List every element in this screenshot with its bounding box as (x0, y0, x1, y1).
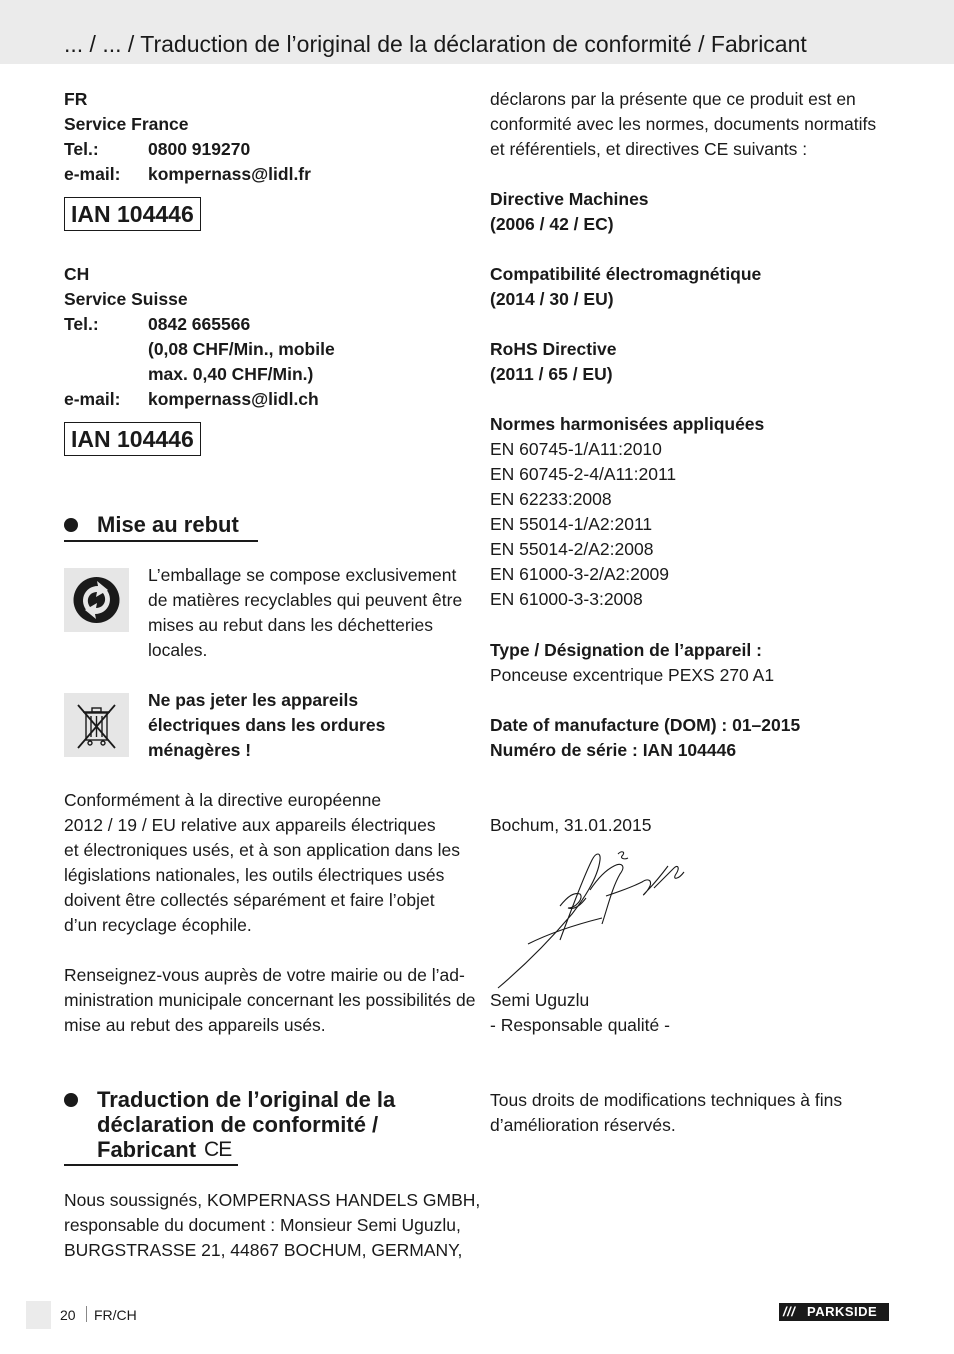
email-label: e-mail: (64, 164, 121, 184)
email-row (64, 162, 311, 187)
norm-item: EN 55014-1/A2:2011 (490, 514, 653, 534)
tel-value: 0800 919270 (148, 139, 251, 159)
service-france-block (64, 87, 311, 187)
heading-underline (64, 540, 258, 542)
bullet-icon (64, 1093, 78, 1107)
device-type (490, 638, 774, 688)
type-heading: Type / Désignation de l’appareil : (490, 640, 762, 660)
disposal-paragraph-2: Renseignez-vous auprès de votre mairie ou de l’ad- ministration municipale concernant les possibilités de mise au rebut des appareils usés. (64, 965, 476, 1035)
section-heading-disposal: Mise au rebut (64, 512, 264, 542)
tel-note: (0,08 CHF/Min., mobile (148, 339, 335, 359)
crossed-bin-icon (64, 693, 129, 757)
harmonised-norms (490, 412, 764, 612)
footer-tab (26, 1301, 51, 1329)
service-name: Service Suisse (64, 289, 188, 309)
country-code: FR (64, 89, 88, 109)
language-code: FR/CH (94, 1307, 137, 1323)
signer (490, 988, 670, 1038)
type-value: Ponceuse excentrique PEXS 270 A1 (490, 665, 775, 685)
green-dot-recycle-icon (64, 568, 129, 632)
country-code: CH (64, 264, 90, 284)
page-title: ... / ... / Traduction de l’original de la déclaration de conformité / Fabricant (64, 31, 807, 57)
norms-heading: Normes harmonisées appliquées (490, 414, 765, 434)
declaration-intro: Nous soussignés, KOMPERNASS HANDELS GMBH, responsable du document : Monsieur Semi Uguzlu, BURGSTRASSE 21, 44867 BOCHUM, GERMANY, (64, 1190, 481, 1260)
tel-note-row (64, 337, 335, 362)
packaging-text: L’emballage se compose exclusivement de matières recyclables qui peuvent être mises au rebut dans les déchetteries locales. (148, 565, 463, 660)
ian-box-ch: IAN 104446 (64, 422, 201, 456)
norm-item: EN 60745-2-4/A11:2011 (490, 464, 677, 484)
directive-rohs: RoHS Directive (2011 / 65 / EU) (490, 339, 617, 384)
service-suisse-block (64, 262, 335, 412)
directive-machines: Directive Machines (2006 / 42 / EC) (490, 189, 649, 234)
ian-box-fr: IAN 104446 (64, 197, 201, 231)
email-link[interactable]: kompernass@lidl.fr (148, 164, 311, 184)
serial-number: Numéro de série : IAN 104446 (490, 740, 737, 760)
ce-mark-icon: CE (204, 1138, 232, 1161)
email-row (64, 387, 335, 412)
place-date: Bochum, 31.01.2015 (490, 815, 652, 835)
bullet-icon (64, 518, 78, 532)
disposal-paragraph-1: Conformément à la directive européenne 2012 / 19 / EU relative aux appareils électriques et électroniques usés, et à son application dans les législations nationales, les outils électriques usés doivent être collectés séparément et faire l’objet d’un recyclage écophile. (64, 790, 460, 935)
date-of-manufacture: Date of manufacture (DOM) : 01–2015 (490, 715, 801, 735)
norm-item: EN 61000-3-2/A2:2009 (490, 564, 670, 584)
norm-item: EN 61000-3-3:2008 (490, 589, 643, 609)
tel-row (64, 137, 311, 162)
norm-item: EN 60745-1/A11:2010 (490, 439, 662, 459)
page-number: 20 (60, 1307, 76, 1323)
tel-note: max. 0,40 CHF/Min.) (148, 364, 314, 384)
declaration-intro-continued: déclarons par la présente que ce produit est en conformité avec les normes, documents normatifs et référentiels, et directives CE suivants : (490, 89, 877, 159)
tel-note-row (64, 362, 335, 387)
signer-role: - Responsable qualité - (490, 1015, 670, 1035)
footer-divider (86, 1306, 87, 1322)
email-link[interactable]: kompernass@lidl.ch (148, 389, 319, 409)
tel-label: Tel.: (64, 139, 99, 159)
heading-underline (64, 1164, 238, 1166)
norm-item: EN 55014-2/A2:2008 (490, 539, 654, 559)
tel-value: 0842 665566 (148, 314, 251, 334)
parkside-logo (779, 1303, 889, 1321)
weee-warning-text: Ne pas jeter les appareils électriques dans les ordures ménagères ! (148, 690, 386, 760)
email-label: e-mail: (64, 389, 121, 409)
logo-slashes-icon: /// (783, 1304, 796, 1319)
brand-name: PARKSIDE (807, 1304, 878, 1319)
rights-reserved: Tous droits de modifications techniques à fins d’amélioration réservés. (490, 1090, 843, 1135)
signer-name: Semi Uguzlu (490, 990, 590, 1010)
service-name: Service France (64, 114, 189, 134)
tel-label: Tel.: (64, 314, 99, 334)
tel-row (64, 312, 335, 337)
norm-item: EN 62233:2008 (490, 489, 612, 509)
manufacture-info (490, 713, 800, 763)
directive-emc: Compatibilité électromagnétique (2014 / 30 / EU) (490, 264, 762, 309)
section-heading-declaration: Traduction de l’original de la déclaration de conformité / Fabricant CE (64, 1087, 444, 1167)
signature-image (494, 848, 694, 990)
